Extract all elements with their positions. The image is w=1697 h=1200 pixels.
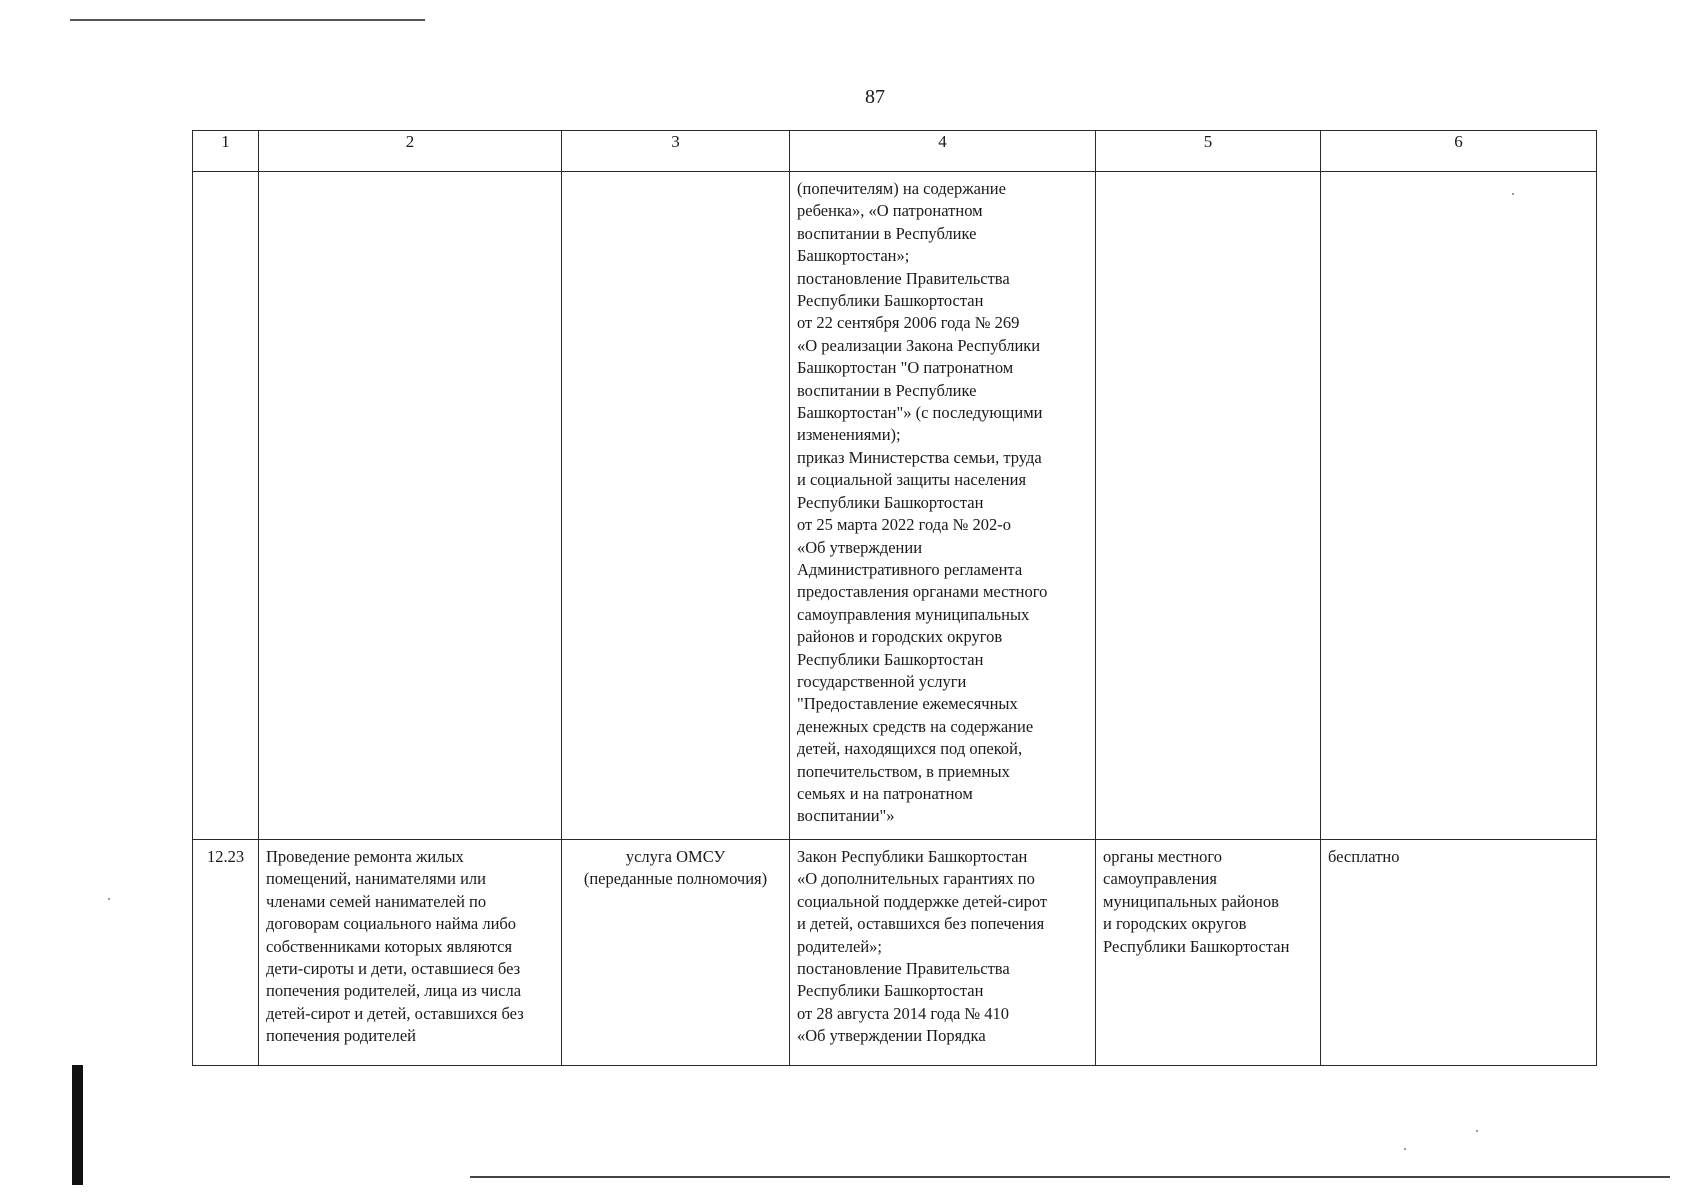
service-type: услуга ОМСУ (переданные полномочия) — [583, 847, 768, 889]
column-header: 6 — [1321, 131, 1597, 172]
row-number-cell — [193, 172, 259, 840]
row-number — [193, 172, 258, 182]
scan-speck — [1404, 1148, 1406, 1150]
service-name: Проведение ремонта жилых помещений, нанимателями или членами семей нанимателей по договорам социального найма либо собственниками которых являются дети-сироты и дети, оставшиеся без попечения родителей, лица из числа детей-сирот и детей, оставшихся без попечения родителей — [266, 847, 524, 1046]
column-header: 3 — [562, 131, 790, 172]
scan-edge-line-top — [70, 19, 425, 21]
provider: органы местного самоуправления муниципальных районов и городских округов Республики Башкортостан — [1103, 847, 1290, 956]
cost: бесплатно — [1328, 847, 1400, 866]
column-header: 2 — [259, 131, 562, 172]
scan-edge-bar-left — [72, 1065, 83, 1185]
provider-cell — [1096, 172, 1321, 840]
legal-basis: (попечителям) на содержание ребенка», «О патронатном воспитании в Республике Башкортостан»; постановление Правительства Республики Башкортостан от 22 сентября 2006 года № 269 «О реализации Закона Республики Башкортостан "О патронатном воспитании в Республике Башкортостан"» (с последующими изменениями); приказ Министерства семьи, труда и социальной защиты населения Республики Башкортостан от 25 марта 2022 года № 202-о «Об утверждении Административного регламента предоставления органами местного самоуправления муниципальных районов и городских округов Республики Башкортостан государственной услуги "Предоставление ежемесячных денежных средств на содержание детей, находящихся под опекой, попечительством, в приемных семьях и на патронатном воспитании"» — [797, 179, 1048, 826]
service-name-cell — [259, 172, 562, 840]
column-header: 4 — [790, 131, 1096, 172]
row-number-cell — [193, 840, 259, 1066]
provider — [1096, 172, 1320, 182]
column-header: 5 — [1096, 131, 1321, 172]
table-header-row — [193, 131, 1597, 172]
legal-basis-cell — [790, 172, 1096, 840]
provider-cell — [1096, 840, 1321, 1066]
table-row — [193, 172, 1597, 840]
service-type-cell — [562, 840, 790, 1066]
legal-basis: Закон Республики Башкортостан «О дополнительных гарантиях по социальной поддержке детей-сирот и детей, оставшихся без попечения родителей»; постановление Правительства Республики Башкортостан от 28 августа 2014 года № 410 «Об утверждении Порядка — [797, 847, 1048, 1046]
scan-speck — [1476, 1130, 1478, 1132]
cost-cell — [1321, 172, 1597, 840]
service-type-cell — [562, 172, 790, 840]
scan-speck — [108, 898, 110, 900]
service-name — [259, 172, 561, 182]
column-header: 1 — [193, 131, 259, 172]
cost — [1321, 172, 1596, 182]
legal-basis-cell — [790, 840, 1096, 1066]
scan-edge-line-bottom — [470, 1176, 1670, 1178]
page-number: 87 — [865, 86, 885, 108]
cost-cell — [1321, 840, 1597, 1066]
table-row — [193, 840, 1597, 1066]
row-number: 12.23 — [206, 847, 245, 866]
service-name-cell — [259, 840, 562, 1066]
service-type — [562, 172, 789, 182]
services-table — [192, 130, 1597, 1066]
